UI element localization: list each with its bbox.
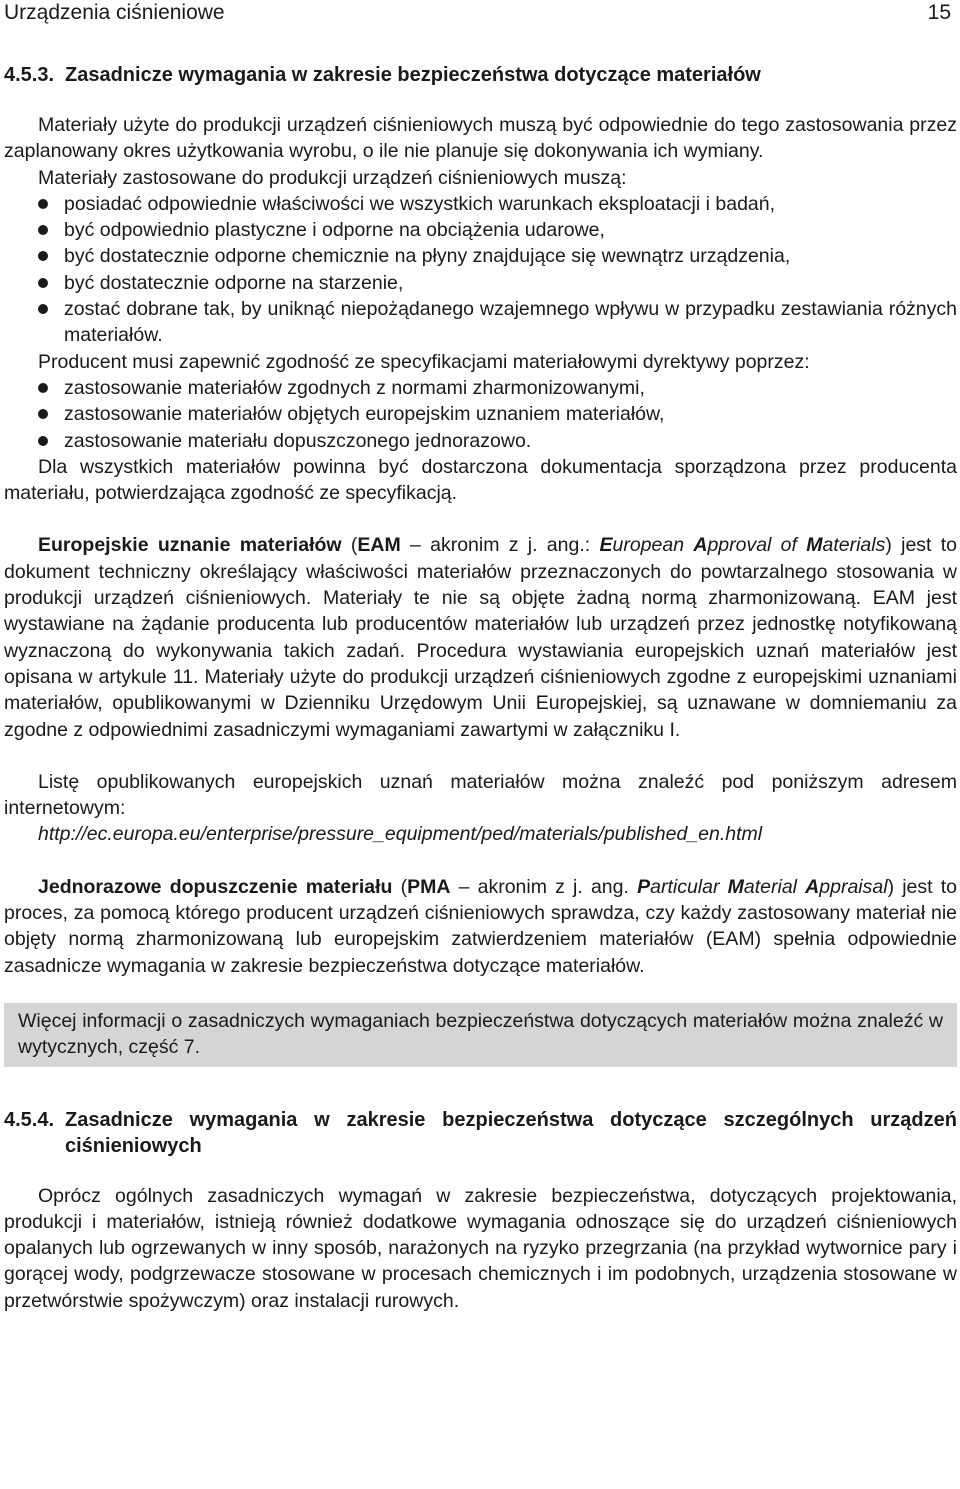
conformity-intro: Producent musi zapewnić zgodność ze specyfikacjami materiałowymi dyrektywy poprzez: xyxy=(38,350,810,373)
documentation-paragraph: Dla wszystkich materiałów powinna być dostarczona dokumentacja sporządzona przez producenta materiału, potwierdzająca zgodność ze specyfikacją. xyxy=(4,455,957,505)
bullet-icon xyxy=(38,225,48,235)
pma-definition-paragraph: Jednorazowe dopuszczenie materiału (PMA – akronim z j. ang. Particular Material Appraisal) jest to proces, za pomocą którego producent urządzeń ciśnieniowych sprawdza, czy każdy zastosowany materiał nie objęty normą zharmonizowaną lub europejskim zatwierdzeniem materiałów (EAM) spełnia odpowiednie zasadnicze wymagania w zakresie bezpieczeństwa dotyczące materiałów. xyxy=(4,875,957,977)
bullet-icon xyxy=(38,409,48,419)
section-number: 4.5.4. xyxy=(4,1108,55,1131)
bullet-icon xyxy=(38,383,48,393)
list-item: zostać dobrane tak, by uniknąć niepożądanego wzajemnego wpływu w przypadku zestawiania różnych materiałów. xyxy=(38,296,957,349)
list-item: posiadać odpowiednie właściwości we wszystkich warunkach eksploatacji i badań, xyxy=(38,191,957,217)
list-item: zastosowanie materiałów zgodnych z normami zharmonizowanymi, xyxy=(38,375,957,401)
page-number: 15 xyxy=(927,1,951,24)
pma-abbr: PMA xyxy=(407,875,451,898)
info-note-box xyxy=(4,1003,957,1067)
bullet-icon xyxy=(38,436,48,446)
list-item: zastosowanie materiału dopuszczonego jednorazowo. xyxy=(38,428,957,454)
section-number: 4.5.3. xyxy=(4,64,55,86)
document-page xyxy=(4,0,957,1314)
list-item: być odpowiednio plastyczne i odporne na obciążenia udarowe, xyxy=(38,217,957,243)
eam-list-url[interactable]: http://ec.europa.eu/enterprise/pressure_equipment/ped/materials/published_en.html xyxy=(38,823,763,846)
bullet-icon xyxy=(38,251,48,261)
bullet-icon xyxy=(38,199,48,209)
materials-requirements-intro: Materiały zastosowane do produkcji urządzeń ciśnieniowych muszą: xyxy=(38,166,627,189)
section-heading-4-5-4 xyxy=(4,1107,957,1159)
materials-requirements-list xyxy=(4,191,957,349)
eam-abbr: EAM xyxy=(357,534,401,557)
eam-definition-paragraph: Europejskie uznanie materiałów (EAM – akronim z j. ang.: European Approval of Materials) jest to dokument techniczny określający właściwości materiałów przeznaczonych do powtarzalnego stosowania w produkcji urządzeń ciśnieniowych. Materiały te nie są objęte żadną normą zharmonizowaną. EAM jest wystawiane na żądanie producenta lub producentów materiałów lub urządzeń przez jednostkę notyfikowaną wyznaczoną do wykonywania takich zadań. Procedura wystawiania europejskich uznań materiałów jest opisana w artykule 11. Materiały użyte do produkcji urządzeń ciśnieniowych zgodne z europejskimi uznaniami materiałów, opublikowanymi w Dzienniku Urzędowym Unii Europejskiej, są uznawane w domniemaniu za zgodne z odpowiednimi zasadniczymi wymaganiami zawartymi w załączniku I. xyxy=(4,534,958,741)
eam-term: Europejskie uznanie materiałów xyxy=(38,534,342,557)
materials-suitability-paragraph: Materiały użyte do produkcji urządzeń ciśnieniowych muszą być odpowiednie do tego zastosowania przez zaplanowany okres użytkowania wyrobu, o ile nie planuje się dokonywania ich wymiany. xyxy=(4,114,957,163)
section-heading-4-5-3 xyxy=(4,62,957,88)
bullet-icon xyxy=(38,278,48,288)
section-title: Zasadnicze wymagania w zakresie bezpieczeństwa dotyczące szczególnych urządzeń ciśnieniowych xyxy=(65,1108,957,1157)
list-item: zastosowanie materiałów objętych europejskim uznaniem materiałów, xyxy=(38,401,957,427)
conformity-methods-list xyxy=(4,375,957,454)
list-item: być dostatecznie odporne na starzenie, xyxy=(38,270,957,296)
running-header xyxy=(4,0,957,26)
header-title: Urządzenia ciśnieniowe xyxy=(4,1,225,24)
special-equipment-paragraph: Oprócz ogólnych zasadniczych wymagań w zakresie bezpieczeństwa, dotyczących projektowania, produkcji i materiałów, istnieją również dodatkowe wymagania odnoszące się do urządzeń ciśnieniowych opalanych lub ogrzewanych w inny sposób, narażonych na ryzyko przegrzania (na przykład wytwornice pary i gorącej wody, podgrzewacze stosowane w procesach chemicznych i im podobnych, urządzenia stosowane w przetwórstwie spożywczym) oraz instalacji rurowych. xyxy=(4,1184,957,1312)
eam-list-paragraph: Listę opublikowanych europejskich uznań materiałów można znaleźć pod poniższym adresem internetowym: xyxy=(4,770,957,820)
pma-english-name: Particular Material Appraisal xyxy=(637,875,888,898)
section-title: Zasadnicze wymagania w zakresie bezpieczeństwa dotyczące materiałów xyxy=(65,64,761,86)
eam-english-name: European Approval of Materials xyxy=(599,534,886,557)
pma-term: Jednorazowe dopuszczenie materiału xyxy=(38,875,393,898)
bullet-icon xyxy=(38,304,48,314)
note-text: Więcej informacji o zasadniczych wymaganiach bezpieczeństwa dotyczących materiałów można znaleźć w wytycznych, część 7. xyxy=(18,1009,943,1059)
list-item: być dostatecznie odporne chemicznie na płyny znajdujące się wewnątrz urządzenia, xyxy=(38,243,957,269)
